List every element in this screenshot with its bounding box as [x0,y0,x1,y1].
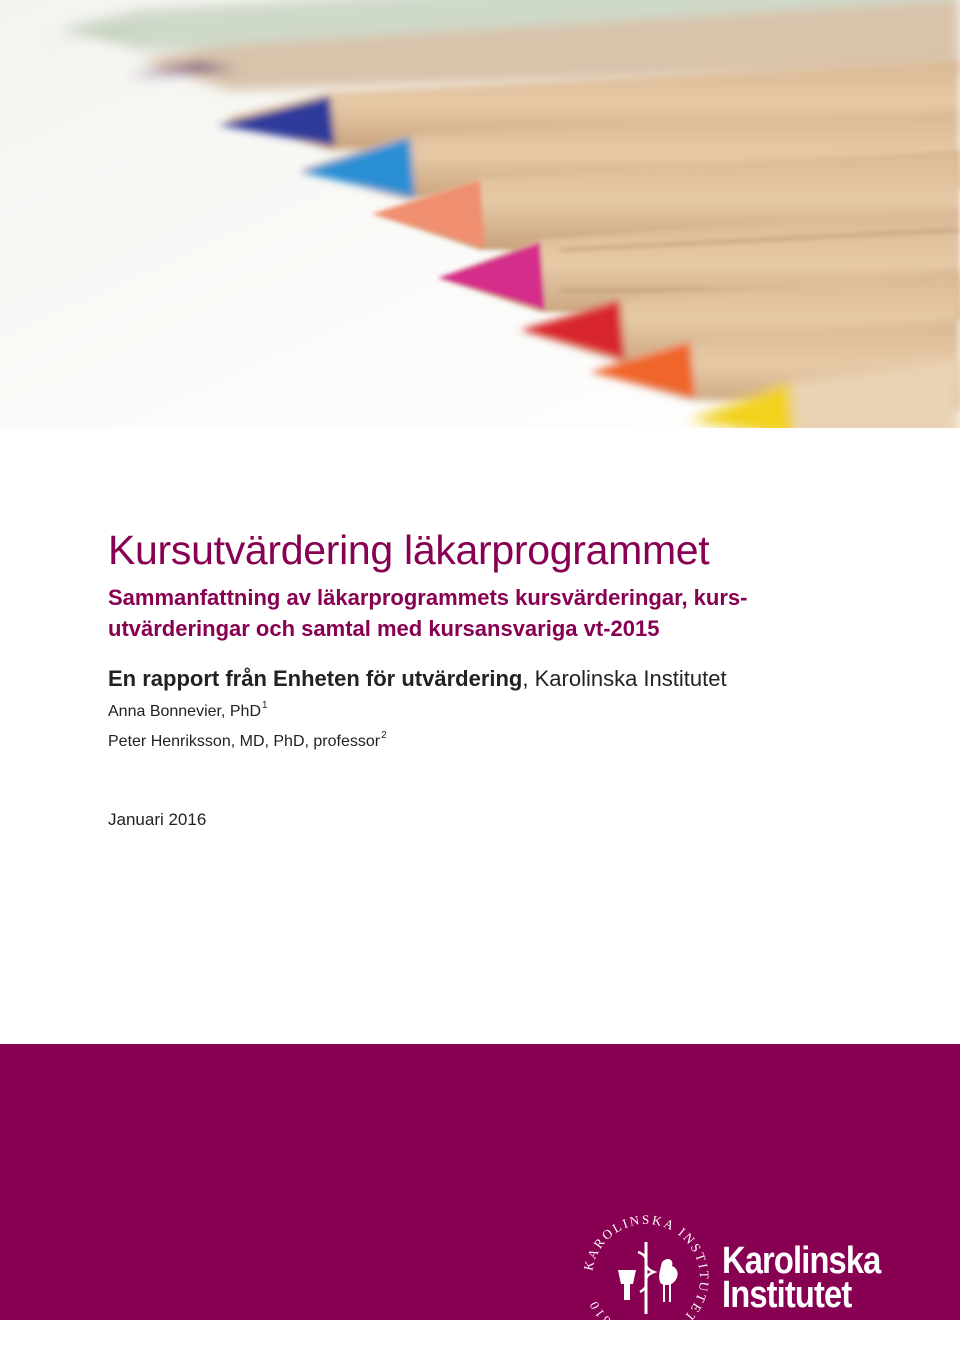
author-name: Peter Henriksson, MD, PhD, professor [108,733,381,750]
publication-date: Januari 2016 [108,810,207,829]
footer-band [0,1044,960,1344]
document-subtitle: Sammanfattning av läkarprogrammets kursvärderingar, kurs-utvärderingar och samtal med kursansvariga vt-2015 [108,585,748,641]
hero-image [0,0,960,428]
footnote-marker: 1 [262,700,268,711]
ki-wordmark [722,1240,881,1316]
footnote-marker: 2 [381,730,387,741]
ki-wordmark-line1: Karolinska [722,1240,881,1282]
author-name: Anna Bonnevier, PhD [108,703,261,720]
report-unit: En rapport från Enheten för utvärdering [108,666,523,691]
author-1 [108,694,928,724]
report-line [108,664,928,694]
cover-content [108,522,928,754]
svg-text:KAROLINSKA INSTITUTET · ANNO 1: KAROLINSKA INSTITUTET · ANNO 1810 [580,1212,712,1344]
document-title: Kursutvärdering läkarprogrammet [108,527,710,573]
author-2 [108,724,928,754]
ki-seal-logo [580,1212,712,1344]
ki-wordmark-line2: Institutet [722,1274,852,1316]
report-institution: , Karolinska Institutet [522,666,727,691]
